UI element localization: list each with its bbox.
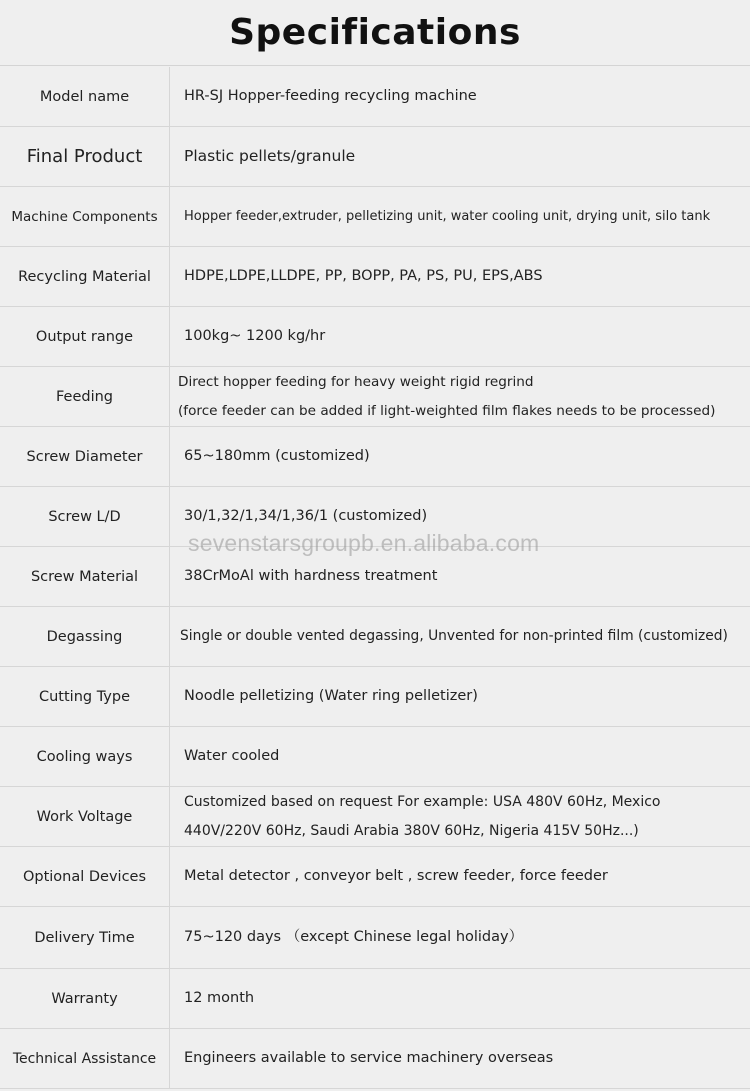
spec-value-line: HDPE,LDPE,LLDPE, PP, BOPP, PA, PS, PU, EPS,ABS [184, 268, 543, 284]
spec-label: Model name [0, 67, 170, 126]
spec-row-output-range [0, 307, 750, 367]
spec-row-cutting-type [0, 667, 750, 727]
spec-label: Feeding [0, 367, 170, 426]
spec-row-warranty [0, 969, 750, 1029]
spec-value [170, 127, 750, 186]
spec-value [170, 847, 750, 906]
spec-label: Work Voltage [0, 787, 170, 846]
spec-row-technical-assistance [0, 1029, 750, 1089]
watermark-text: sevenstarsgroupb.en.alibaba.com [188, 530, 540, 556]
specifications-table [0, 67, 750, 1089]
spec-row-optional-devices [0, 847, 750, 907]
spec-row-work-voltage [0, 787, 750, 847]
spec-value [170, 907, 750, 968]
spec-row-cooling-ways [0, 727, 750, 787]
spec-value [170, 727, 750, 786]
spec-row-delivery-time [0, 907, 750, 969]
spec-row-machine-components [0, 187, 750, 247]
spec-value-line: 440V/220V 60Hz, Saudi Arabia 380V 60Hz, Nigeria 415V 50Hz...) [184, 822, 639, 839]
spec-value-line: Hopper feeder,extruder, pelletizing unit, water cooling unit, drying unit, silo tank [184, 209, 711, 224]
spec-row-recycling-material [0, 247, 750, 307]
spec-row-feeding [0, 367, 750, 427]
spec-label: Machine Components [0, 187, 170, 246]
spec-label: Screw Diameter [0, 427, 170, 486]
spec-label: Screw Material [0, 547, 170, 606]
spec-label: Optional Devices [0, 847, 170, 906]
spec-value-line: 75~120 days （except Chinese legal holiday） [184, 929, 524, 945]
spec-label: Degassing [0, 607, 170, 666]
spec-value [170, 187, 750, 246]
spec-label: Recycling Material [0, 247, 170, 306]
spec-label: Screw L/D [0, 487, 170, 546]
spec-value-line: Engineers available to service machinery overseas [184, 1050, 554, 1066]
spec-row-final-product [0, 127, 750, 187]
spec-label: Warranty [0, 969, 170, 1028]
spec-value-line: Plastic pellets/granule [184, 147, 356, 165]
spec-value-line: (force feeder can be added if light-weighted film flakes needs to be processed) [178, 402, 716, 419]
spec-value [170, 487, 750, 546]
spec-value [170, 67, 750, 126]
spec-value [170, 787, 750, 846]
spec-value [170, 607, 750, 666]
spec-value [170, 427, 750, 486]
spec-row-screw-ld [0, 487, 750, 547]
spec-value-line: Noodle pelletizing (Water ring pelletizer) [184, 688, 478, 704]
spec-value [170, 1029, 750, 1088]
spec-label: Cooling ways [0, 727, 170, 786]
spec-label: Cutting Type [0, 667, 170, 726]
spec-value-line: 38CrMoAl with hardness treatment [184, 568, 438, 584]
spec-value [170, 667, 750, 726]
spec-value [170, 247, 750, 306]
spec-value [170, 367, 750, 426]
spec-value-line: Direct hopper feeding for heavy weight rigid regrind [178, 373, 534, 390]
spec-label: Technical Assistance [0, 1029, 170, 1088]
spec-value-line: Metal detector , conveyor belt , screw feeder, force feeder [184, 868, 608, 884]
spec-row-model-name [0, 67, 750, 127]
spec-value [170, 547, 750, 606]
spec-label: Final Product [0, 127, 170, 186]
spec-value-line: 65~180mm (customized) [184, 448, 370, 464]
spec-value [170, 307, 750, 366]
spec-value-line: 100kg~ 1200 kg/hr [184, 328, 326, 344]
spec-row-degassing [0, 607, 750, 667]
spec-value-line: 30/1,32/1,34/1,36/1 (customized) [184, 508, 428, 524]
spec-value-line: HR-SJ Hopper-feeding recycling machine [184, 88, 477, 104]
spec-row-screw-material [0, 547, 750, 607]
spec-label: Output range [0, 307, 170, 366]
spec-value-line: 12 month [184, 990, 255, 1006]
spec-value [170, 969, 750, 1028]
spec-value-line: Water cooled [184, 748, 280, 764]
spec-row-screw-diameter [0, 427, 750, 487]
spec-value-line: Single or double vented degassing, Unvented for non-printed film (customized) [180, 628, 728, 644]
spec-label: Delivery Time [0, 907, 170, 968]
page-title: Specifications [0, 0, 750, 66]
spec-value-line: Customized based on request For example: USA 480V 60Hz, Mexico [184, 793, 661, 810]
